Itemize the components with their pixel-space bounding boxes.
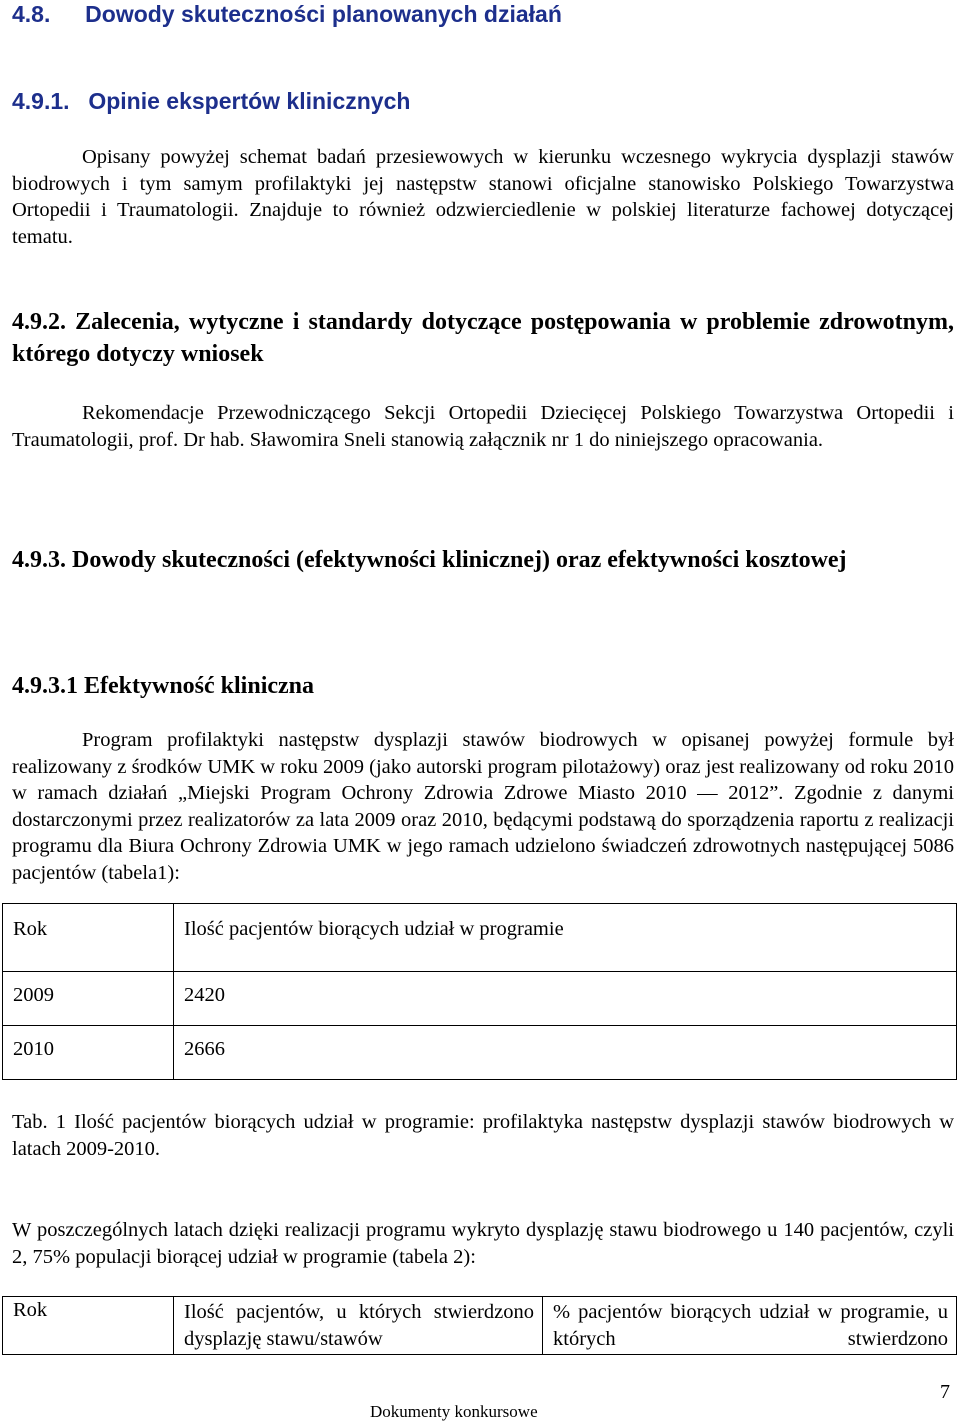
table-2-header-row xyxy=(3,1297,957,1355)
section-4-9-2-paragraph: Rekomendacje Przewodniczącego Sekcji Ortopedii Dziecięcej Polskiego Towarzystwa Ortopedii i Traumatologii, prof. Dr hab. Sławomira Sneli stanowią załącznik nr 1 do niniejszego opracowania. xyxy=(12,402,954,451)
section-4-8-number: 4.8. xyxy=(12,1,51,27)
table-2 xyxy=(2,1296,957,1355)
table-2-header-year: Rok xyxy=(3,1297,174,1355)
table-1-cell-count: 2666 xyxy=(174,1026,957,1080)
table-1-cell-year: 2009 xyxy=(3,972,174,1026)
section-4-8-heading xyxy=(12,0,562,28)
section-4-8-title: Dowody skuteczności planowanych działań xyxy=(85,1,562,27)
table-1-header-year: Rok xyxy=(3,904,174,972)
section-4-9-1-number: 4.9.1. xyxy=(12,88,70,114)
section-4-9-1-paragraph: Opisany powyżej schemat badań przesiewowych w kierunku wczesnego wykrycia dysplazji stawów biodrowych i tym samym profilaktyki jej następstw stanowi oficjalne stanowisko Polskiego Towarzystwa Ortopedii i Traumatologii. Znajduje to również odzwierciedlenie w polskiej literaturze fachowej dotyczącej tematu. xyxy=(12,146,954,248)
table-2-header-percent: % pacjentów biorących udział w programie, u których stwierdzono xyxy=(543,1297,957,1355)
table-1-caption: Tab. 1 Ilość pacjentów biorących udział w programie: profilaktyka następstw dysplazji stawów biodrowych w latach 2009-2010. xyxy=(12,1111,954,1160)
detection-paragraph: W poszczególnych latach dzięki realizacji programu wykryto dysplazję stawu biodrowego u 140 pacjentów, czyli 2, 75% populacji biorącej udział w programie (tabela 2): xyxy=(12,1219,954,1268)
table-row xyxy=(3,1026,957,1080)
section-4-9-3-heading: 4.9.3. Dowody skuteczności (efektywności klinicznej) oraz efektywności kosztowej xyxy=(12,547,847,573)
table-1-cell-count: 2420 xyxy=(174,972,957,1026)
table-2-header-count: Ilość pacjentów, u których stwierdzono dysplazję stawu/stawów xyxy=(174,1297,543,1355)
footer-text: Dokumenty konkursowe xyxy=(370,1402,538,1421)
table-row xyxy=(3,972,957,1026)
section-4-9-3-1-heading: 4.9.3.1 Efektywność kliniczna xyxy=(12,673,315,699)
table-1-header-row xyxy=(3,904,957,972)
section-4-9-1-title: Opinie ekspertów klinicznych xyxy=(88,88,411,114)
page-number: 7 xyxy=(940,1381,950,1403)
section-4-9-1-heading xyxy=(12,87,410,115)
table-1-cell-year: 2010 xyxy=(3,1026,174,1080)
section-4-9-3-1-paragraph: Program profilaktyki następstw dysplazji stawów biodrowych w opisanej powyżej formule był realizowany z środków UMK w roku 2009 (jako autorski program pilotażowy) oraz jest realizowany od roku 2010 w ramach działań „Miejski Program Ochrony Zdrowia Zdrowe Miasto 2010 — 2012”. Zgodnie z danymi dostarczonymi przez realizatorów za lata 2009 oraz 2010, będącymi podstawą do sporządzenia raportu z realizacji programu dla Biura Ochrony Zdrowia UMK w jego ramach udzielono świadczeń zdrowotnych następującej 5086 pacjentów (tabela1): xyxy=(12,729,954,884)
section-4-9-2-heading: 4.9.2. Zalecenia, wytyczne i standardy dotyczące postępowania w problemie zdrowotnym, którego dotyczy wniosek xyxy=(12,309,954,367)
table-1-header-count: Ilość pacjentów biorących udział w programie xyxy=(174,904,957,972)
table-1 xyxy=(2,903,957,1080)
